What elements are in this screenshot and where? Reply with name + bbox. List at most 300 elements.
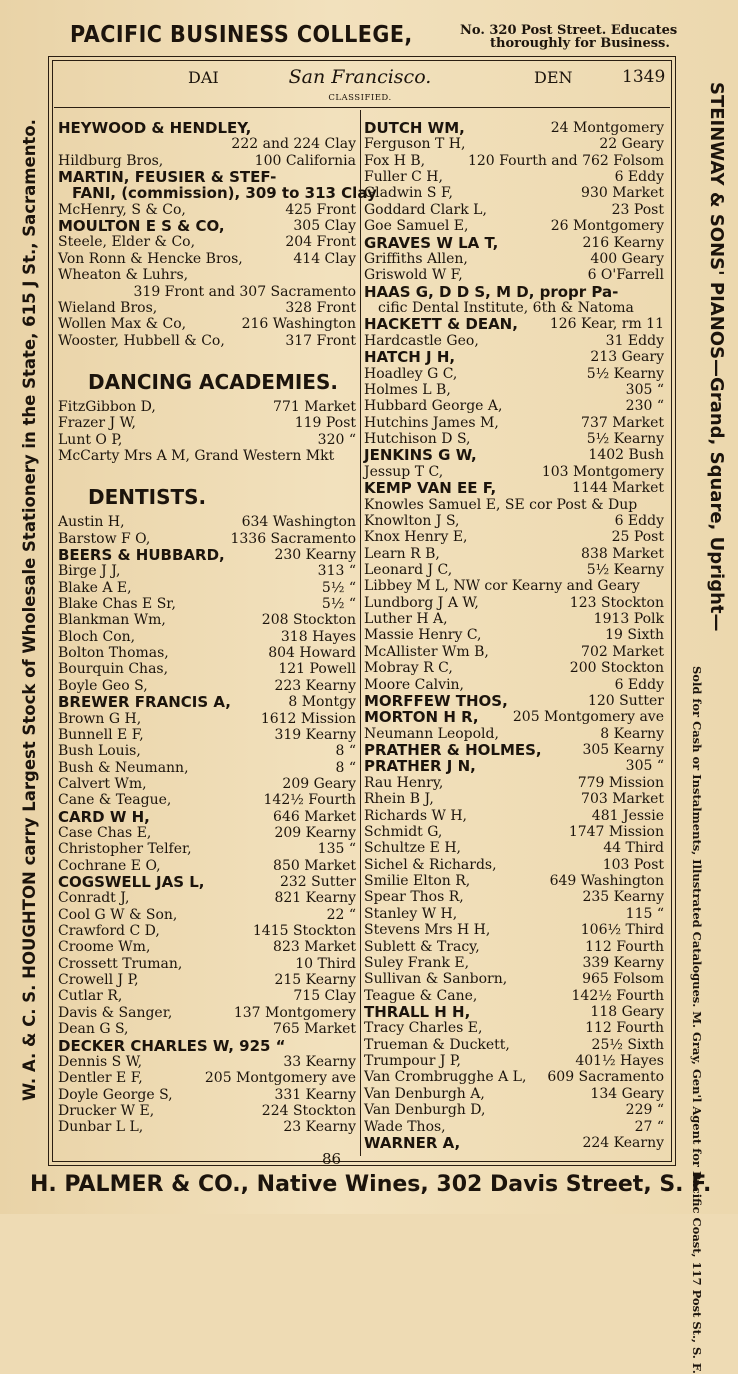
listing-name: Bush & Neumann, <box>58 759 189 776</box>
column-divider <box>360 110 361 1156</box>
top-ad-detail-line-2: thoroughly for Business. <box>490 36 670 51</box>
listing-row <box>58 267 356 284</box>
right-column <box>364 0 664 1214</box>
listing-name: Stevens Mrs H H, <box>364 922 491 939</box>
listing-name: Sullivan & Sanborn, <box>364 971 508 988</box>
listing-name: Bush Louis, <box>58 743 141 760</box>
listing-name: COGSWELL JAS L, <box>58 873 205 891</box>
listing-address: 23 Post <box>611 201 664 218</box>
listing-address: 400 Geary <box>590 250 664 267</box>
listing-name: Luther H A, <box>364 611 448 628</box>
listing-name: Lunt O P, <box>58 431 123 448</box>
listing-address: 6 Eddy <box>614 512 664 529</box>
listing-name: Goe Samuel E, <box>364 218 469 235</box>
listing-row <box>364 284 664 301</box>
listing-name: Mobray R C, <box>364 660 453 677</box>
listing-name: Knowles Samuel E, SE cor Post & Dup <box>364 496 638 513</box>
listing-address: 22 Geary <box>599 136 664 153</box>
listing-row <box>364 202 664 219</box>
listing-address: 319 Kearny <box>274 726 356 743</box>
listing-name: Tracy Charles E, <box>364 1020 483 1037</box>
listing-address: 804 Howard <box>268 645 356 662</box>
listing-name: Barstow F O, <box>58 530 151 547</box>
listing-address: 112 Fourth <box>585 938 664 955</box>
listing-row <box>364 1069 664 1086</box>
listing-address: 305 “ <box>625 381 664 398</box>
listing-row <box>58 184 377 203</box>
listing-name: Cutlar R, <box>58 988 123 1005</box>
left-margin-advertisement: W. A. & C. S. HOUGHTON carry Largest Stock of Wholesale Stationery in the State, 615 J St., Sacramento. <box>20 119 39 1101</box>
listing-address: 213 Geary <box>590 349 664 366</box>
listing-row <box>364 1102 664 1119</box>
listing-row <box>364 267 664 284</box>
listing-name: Goddard Clark L, <box>364 201 487 218</box>
listing-address: 120 Sutter <box>587 692 664 709</box>
listing-name: Dennis S W, <box>58 1053 143 1070</box>
listing-row <box>364 251 664 268</box>
listing-row <box>58 415 356 432</box>
listing-row <box>58 612 356 629</box>
listing-row <box>58 825 356 842</box>
listing-row <box>364 660 664 677</box>
listing-name: FANI, (commission), 309 to 313 Clay <box>72 184 377 203</box>
listing-name: Hardcastle Geo, <box>364 332 479 349</box>
listing-row <box>364 840 664 857</box>
listing-name: GRAVES W LA T, <box>364 233 499 252</box>
listing-row <box>58 1038 356 1055</box>
listing-address: 216 Kearny <box>582 234 664 251</box>
listing-name: Hoadley G C, <box>364 365 458 382</box>
listing-name: Wooster, Hubbell & Co, <box>58 332 225 349</box>
listing-row <box>58 514 356 531</box>
listing-name: Spear Thos R, <box>364 889 464 906</box>
listing-address: 118 Geary <box>590 1003 664 1020</box>
listing-name: Steele, Elder & Co, <box>58 234 196 251</box>
listing-address: 33 Kearny <box>283 1053 356 1070</box>
listing-name: Moore Calvin, <box>364 676 465 693</box>
listing-address: 44 Third <box>603 840 664 857</box>
listing-name: Neumann Leopold, <box>364 725 499 742</box>
header-left-key: DAI <box>188 68 219 87</box>
listing-address: 5½ Kearny <box>586 561 664 578</box>
listing-row <box>58 316 356 333</box>
listing-name: Knox Henry E, <box>364 529 468 546</box>
listing-name: Hildburg Bros, <box>58 152 164 169</box>
listing-row <box>364 415 664 432</box>
listing-name: Van Denburgh D, <box>364 1102 486 1119</box>
listing-row <box>58 448 356 465</box>
listing-address: 930 Market <box>581 185 664 202</box>
listing-row <box>364 120 664 137</box>
listing-address: 5½ Kearny <box>586 365 664 382</box>
listing-address: 965 Folsom <box>582 971 664 988</box>
listing-name: Bourquin Chas, <box>58 661 169 678</box>
listing-row <box>58 727 356 744</box>
listing-row <box>364 218 664 235</box>
header-right-key: DEN <box>534 68 573 87</box>
listing-name: Van Denburgh A, <box>364 1085 485 1102</box>
listing-row <box>58 792 356 809</box>
listing-name: FitzGibbon D, <box>58 398 156 415</box>
listing-address: 8 “ <box>335 759 356 776</box>
listing-address: 25 Post <box>611 529 664 546</box>
listing-name: Austin H, <box>58 514 125 531</box>
listing-name: Frazer J W, <box>58 415 137 432</box>
listing-address: 31 Eddy <box>605 332 664 349</box>
listing-name: Cochrane E O, <box>58 857 161 874</box>
listing-name: Christopher Telfer, <box>58 841 192 858</box>
listing-address: 103 Montgomery <box>541 463 664 480</box>
listing-name: Crossett Truman, <box>58 955 183 972</box>
listing-row <box>58 907 356 924</box>
listing-address: 339 Kearny <box>582 954 664 971</box>
section-heading: DANCING ACADEMIES. <box>88 369 338 394</box>
listing-row <box>364 513 664 530</box>
listing-name: Blake A E, <box>58 579 132 596</box>
right-ad-title: STEINWAY & SONS' PIANOS—Grand, Square, Upright— <box>706 82 727 632</box>
listing-address: 142½ Fourth <box>571 987 664 1004</box>
listing-name: cific Dental Institute, 6th & Natoma <box>378 300 634 317</box>
listing-name: PRATHER J N, <box>364 757 476 776</box>
listing-row <box>58 776 356 793</box>
listing-address: 771 Market <box>273 398 356 415</box>
listing-address: 1402 Bush <box>588 447 664 464</box>
listing-name: Cool G W & Son, <box>58 906 178 923</box>
listing-row <box>364 873 664 890</box>
listing-name: Cane & Teague, <box>58 792 172 809</box>
listing-row <box>58 120 356 137</box>
listing-address: 328 Front <box>285 299 356 316</box>
listing-name: WARNER A, <box>364 1133 461 1152</box>
listing-address: 305 Kearny <box>582 742 664 759</box>
listing-address: 737 Market <box>581 414 664 431</box>
listing-address: 1612 Mission <box>260 710 356 727</box>
listing-address: 229 “ <box>625 1102 664 1119</box>
listing-row <box>364 889 664 906</box>
listing-address: 5½ Kearny <box>586 431 664 448</box>
header-city: San Francisco. <box>288 66 432 88</box>
header-page-number: 1349 <box>622 67 666 87</box>
listing-name: Fox H B, <box>364 152 426 169</box>
listing-row <box>364 546 664 563</box>
listing-row <box>364 447 664 464</box>
listing-row <box>364 1037 664 1054</box>
header-classified: CLASSIFIED. <box>328 93 392 103</box>
listing-address: 646 Market <box>273 808 356 825</box>
listing-row <box>58 760 356 777</box>
listing-row <box>364 480 664 497</box>
listing-row <box>58 988 356 1005</box>
listing-row <box>364 758 664 775</box>
listing-name: Sichel & Richards, <box>364 856 497 873</box>
listing-name: Fuller C H, <box>364 169 443 186</box>
listing-name: Smilie Elton R, <box>364 873 471 890</box>
listing-row <box>58 972 356 989</box>
listing-row <box>58 300 356 317</box>
listing-name: PRATHER & HOLMES, <box>364 741 542 760</box>
listing-name: Davis & Sanger, <box>58 1004 173 1021</box>
listing-address: 209 Geary <box>282 775 356 792</box>
listing-address: 205 Montgomery ave <box>204 1070 356 1087</box>
listing-address: 850 Market <box>273 857 356 874</box>
listing-name: Boyle Geo S, <box>58 677 148 694</box>
listing-row <box>364 382 664 399</box>
listing-name: MOULTON E S & CO, <box>58 217 225 236</box>
listing-row <box>364 857 664 874</box>
listing-address: 135 “ <box>317 841 356 858</box>
listing-address: 224 Kearny <box>582 1134 664 1151</box>
right-ad-detail: Sold for Cash or Instalments, Illustrated Catalogues. M. Gray, Gen'l Agent for Pacific Coast, 117 Post St., S. F. <box>690 666 704 1374</box>
listing-row <box>58 333 356 350</box>
listing-name: Ferguson T H, <box>364 136 466 153</box>
listing-row <box>58 432 356 449</box>
listing-row <box>58 1119 356 1136</box>
listing-address: 230 “ <box>625 398 664 415</box>
listing-name: Van Crombrugghe A L, <box>364 1069 527 1086</box>
listing-address: 235 Kearny <box>582 889 664 906</box>
listing-name: Lundborg J A W, <box>364 594 479 611</box>
listing-row <box>364 497 664 514</box>
listing-name: Bloch Con, <box>58 628 136 645</box>
listing-name: Calvert Wm, <box>58 775 147 792</box>
listing-row <box>58 939 356 956</box>
listing-row <box>58 711 356 728</box>
listing-name: Case Chas E, <box>58 824 152 841</box>
listing-name: HACKETT & DEAN, <box>364 315 518 334</box>
listing-name: Trumpour J P, <box>364 1053 461 1070</box>
listing-address: 123 Stockton <box>569 594 664 611</box>
listing-address: 1336 Sacramento <box>230 530 356 547</box>
listing-row <box>364 153 664 170</box>
listing-name: Crowell J P, <box>58 972 139 989</box>
listing-row <box>58 580 356 597</box>
listing-name: KEMP VAN EE F, <box>364 479 497 498</box>
listing-row <box>364 562 664 579</box>
listing-name: Trueman & Duckett, <box>364 1036 510 1053</box>
listing-address: 481 Jessie <box>591 807 664 824</box>
listing-address: 425 Front <box>285 201 356 218</box>
section-heading: DENTISTS. <box>88 485 207 509</box>
listing-row <box>364 169 664 186</box>
footer-page-number: 86 <box>322 1150 342 1168</box>
listing-address: 401½ Hayes <box>575 1053 664 1070</box>
listing-row <box>58 218 356 235</box>
listing-address: 320 “ <box>317 431 356 448</box>
listing-address: 779 Mission <box>577 774 664 791</box>
listing-row <box>364 971 664 988</box>
listing-row <box>364 1119 664 1136</box>
listing-row <box>58 1054 356 1071</box>
listing-address: 120 Fourth and 762 Folsom <box>467 152 664 169</box>
listing-address: 5½ “ <box>321 596 356 613</box>
listing-row <box>364 1020 664 1037</box>
listing-name: MORFFEW THOS, <box>364 691 508 710</box>
listing-name: THRALL H H, <box>364 1002 471 1021</box>
listing-address: 215 Kearny <box>274 972 356 989</box>
listing-row <box>364 1086 664 1103</box>
listing-name: Hutchison D S, <box>364 431 471 448</box>
listing-name: Richards W H, <box>364 807 468 824</box>
listing-address: 224 Stockton <box>261 1102 356 1119</box>
listing-address: 634 Washington <box>241 514 356 531</box>
listing-address: 823 Market <box>273 939 356 956</box>
listing-row <box>364 1053 664 1070</box>
listing-address: 23 Kearny <box>283 1119 356 1136</box>
listing-address: 134 Geary <box>590 1085 664 1102</box>
listing-address: 25½ Sixth <box>591 1036 664 1053</box>
listing-row <box>364 627 664 644</box>
top-ad-title: PACIFIC BUSINESS COLLEGE, <box>70 22 413 48</box>
listing-address: 209 Kearny <box>274 824 356 841</box>
listing-row <box>364 1135 664 1152</box>
listing-name: Stanley W H, <box>364 905 458 922</box>
listing-name: Wieland Bros, <box>58 299 158 316</box>
listing-row <box>58 251 356 268</box>
listing-address: 8 Montgy <box>288 694 356 711</box>
listing-row <box>364 595 664 612</box>
listing-name: Leonard J C, <box>364 561 453 578</box>
listing-row <box>58 596 356 613</box>
listing-address: 119 Post <box>294 415 356 432</box>
listing-row <box>364 906 664 923</box>
listing-name: Schultze E H, <box>364 840 462 857</box>
listing-row <box>364 1004 664 1021</box>
listing-address: 142½ Fourth <box>263 792 356 809</box>
listing-address: 26 Montgomery <box>550 218 664 235</box>
listing-address: 1144 Market <box>572 480 664 497</box>
listing-name: Suley Frank E, <box>364 954 470 971</box>
listing-address: 223 Kearny <box>274 677 356 694</box>
listing-row <box>58 399 356 416</box>
listing-name: Griffiths Allen, <box>364 250 468 267</box>
listing-row <box>364 366 664 383</box>
listing-address: 106½ Third <box>580 922 664 939</box>
listing-name: Learn R B, <box>364 545 440 562</box>
listing-name: MARTIN, FEUSIER & STEF- <box>58 168 277 187</box>
listing-name: MORTON H R, <box>364 708 479 727</box>
listing-address: 838 Market <box>581 545 664 562</box>
listing-address: 702 Market <box>581 643 664 660</box>
listing-name: CARD W H, <box>58 807 150 826</box>
listing-address: 6 Eddy <box>614 676 664 693</box>
listing-name: Dentler E F, <box>58 1070 143 1087</box>
listing-name: Holmes L B, <box>364 381 451 398</box>
listing-name: Hubbard George A, <box>364 398 503 415</box>
listing-name: Sublett & Tracy, <box>364 938 480 955</box>
listing-address: 313 “ <box>317 563 356 580</box>
listing-row <box>58 1070 356 1087</box>
listing-name: McCarty Mrs A M, Grand Western Mkt <box>58 447 335 464</box>
listing-address: 27 “ <box>634 1118 664 1135</box>
listing-address: 5½ “ <box>321 579 356 596</box>
listing-name: Jessup T C, <box>364 463 444 480</box>
listing-row <box>58 694 356 711</box>
listing-address: 6 Eddy <box>614 169 664 186</box>
listing-name: McAllister Wm B, <box>364 643 489 660</box>
listing-row <box>58 547 356 564</box>
listing-address: 222 and 224 Clay <box>231 136 356 153</box>
listing-row <box>364 775 664 792</box>
listing-row <box>58 1005 356 1022</box>
listing-name: HAAS G, D D S, M D, propr Pa- <box>364 282 619 301</box>
listing-row <box>58 1103 356 1120</box>
listing-name: Wheaton & Luhrs, <box>58 267 189 284</box>
listing-name: Schmidt G, <box>364 823 443 840</box>
listing-address: 103 Post <box>602 856 664 873</box>
listing-name: Blankman Wm, <box>58 612 166 629</box>
listing-name: Rau Henry, <box>364 774 444 791</box>
listing-name: Croome Wm, <box>58 939 151 956</box>
listing-row <box>364 611 664 628</box>
listing-row <box>364 824 664 841</box>
listing-address: 22 “ <box>326 906 356 923</box>
listing-name: Wade Thos, <box>364 1118 446 1135</box>
listing-name: DUTCH WM, <box>364 119 465 137</box>
listing-name: DECKER CHARLES W, 925 “ <box>58 1036 286 1055</box>
listing-address: 1747 Mission <box>568 823 664 840</box>
listing-address: 204 Front <box>285 234 356 251</box>
listing-name: Hutchins James M, <box>364 414 499 431</box>
listing-address: 205 Montgomery ave <box>512 709 664 726</box>
listing-name: Wollen Max & Co, <box>58 316 187 333</box>
listing-name: Dean G S, <box>58 1021 129 1038</box>
listing-address: 649 Washington <box>549 873 664 890</box>
listing-row <box>58 629 356 646</box>
listing-address: 24 Montgomery <box>550 120 664 136</box>
listing-address: 317 Front <box>285 332 356 349</box>
listing-address: 715 Clay <box>293 988 356 1005</box>
listing-name: Teague & Cane, <box>364 987 478 1004</box>
listing-name: Libbey M L, NW cor Kearny and Geary <box>364 578 640 595</box>
listing-address: 8 Kearny <box>600 725 664 742</box>
right-margin-advertisement <box>678 82 728 1374</box>
listing-row <box>364 644 664 661</box>
listing-name: McHenry, S & Co, <box>58 201 186 218</box>
listing-row <box>364 235 664 252</box>
listing-row <box>364 922 664 939</box>
listing-name: Drucker W E, <box>58 1102 155 1119</box>
listing-row <box>364 136 664 153</box>
listing-name: Bunnell E F, <box>58 726 144 743</box>
listing-address: 319 Front and 307 Sacramento <box>133 283 356 300</box>
listing-address: 305 Clay <box>293 218 356 235</box>
listing-name: Rhein B J, <box>364 791 434 808</box>
listing-address: 414 Clay <box>293 250 356 267</box>
listing-address: 208 Stockton <box>261 612 356 629</box>
listing-address: 331 Kearny <box>274 1086 356 1103</box>
listing-address: 318 Hayes <box>280 628 356 645</box>
listing-row <box>58 890 356 907</box>
listing-address: 126 Kear, rm 11 <box>549 316 664 333</box>
listing-name: Blake Chas E Sr, <box>58 596 176 613</box>
listing-row <box>364 808 664 825</box>
listing-name: JENKINS G W, <box>364 446 477 465</box>
listing-address: 115 “ <box>625 905 664 922</box>
listing-address: 765 Market <box>273 1021 356 1038</box>
listing-row <box>58 874 356 891</box>
listing-row <box>58 841 356 858</box>
listing-address: 305 “ <box>625 758 664 775</box>
listing-address: 100 California <box>254 152 356 169</box>
listing-address: 121 Powell <box>278 661 356 678</box>
listing-address: 8 “ <box>335 743 356 760</box>
top-ad-detail-line-1: No. 320 Post Street. Educates <box>460 23 678 38</box>
listing-address: 137 Montgomery <box>233 1004 356 1021</box>
listing-address: 6 O'Farrell <box>587 267 664 284</box>
listing-row <box>58 809 356 826</box>
listing-name: Crawford C D, <box>58 923 160 940</box>
listing-row <box>58 563 356 580</box>
